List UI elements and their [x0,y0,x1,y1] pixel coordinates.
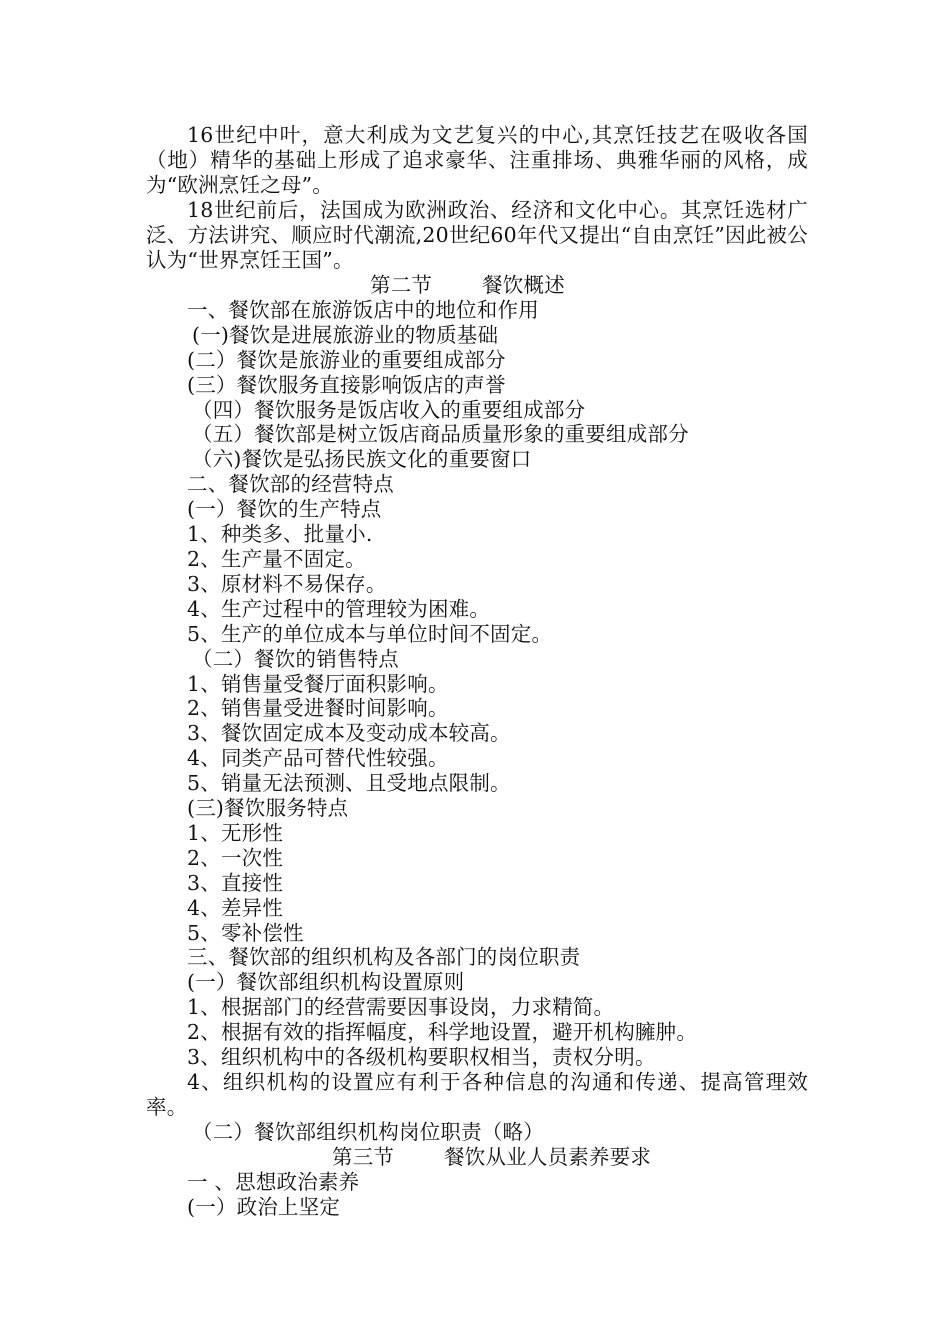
section-2-number: 第二节 [370,273,433,297]
list-item: 1、根据部门的经营需要因事设岗，力求精简。 [187,995,615,1020]
document-body [146,123,808,1220]
list-item: 3、直接性 [187,870,284,895]
paragraph-italy: 16世纪中叶，意大利成为文艺复兴的中心,其烹饪技艺在吸收各国（地）精华的基础上形成了追求豪华、注重排场、典雅华丽的风格，成为“欧洲烹饪之母”。 [146,123,808,197]
section-3-heading [146,1145,808,1170]
list-item: (一)餐饮是进展旅游业的物质基础 [192,322,499,347]
list-item: （五）餐饮部是树立饭店商品质量形象的重要组成部分 [192,422,689,447]
list-item: 1、无形性 [187,820,284,845]
subheading: (一）政治上坚定 [187,1194,341,1219]
section-2-heading [146,273,808,298]
list-item: 5、销量无法预测、且受地点限制。 [187,771,511,796]
subheading: （二）餐饮的销售特点 [192,646,399,671]
heading-1: 一、餐饮部在旅游饭店中的地位和作用 [187,297,539,322]
paragraph-france: 18世纪前后，法国成为欧洲政治、经济和文化中心。其烹饪选材广泛、方法讲究、顺应时代潮流,20世纪60年代又提出“自由烹饪”因此被公认为“世界烹饪王国”。 [146,198,808,272]
subheading: (一）餐饮的生产特点 [187,497,382,522]
list-item: 4、差异性 [187,895,284,920]
list-item: (二）餐饮是旅游业的重要组成部分 [187,347,506,372]
heading-3: 三、餐饮部的组织机构及各部门的岗位职责 [187,945,581,970]
section-3-title: 餐饮从业人员素养要求 [444,1144,652,1169]
list-item: 3、组织机构中的各级机构要职权相当，责权分明。 [187,1045,656,1070]
section-3-number: 第三节 [332,1144,395,1169]
subheading: (一）餐饮部组织机构设置原则 [187,970,465,995]
heading-1: 一 、思想政治素养 [187,1169,360,1194]
list-item: 5、生产的单位成本与单位时间不固定。 [187,621,553,646]
list-item: 5、零补偿性 [187,920,304,945]
list-item: （六)餐饮是弘扬民族文化的重要窗口 [192,447,532,472]
list-item: 3、原材料不易保存。 [187,571,387,596]
list-item: 1、销售量受餐厅面积影响。 [187,671,449,696]
list-item: 2、根据有效的指挥幅度，科学地设置，避开机构臃肿。 [187,1020,698,1045]
heading-2: 二、餐饮部的经营特点 [187,472,394,497]
subheading: （二）餐饮部组织机构岗位职责（略） [192,1120,544,1144]
list-item: 4、同类产品可替代性较强。 [187,746,449,771]
list-item: （四）餐饮服务是饭店收入的重要组成部分 [192,397,586,422]
list-item: 4、生产过程中的管理较为困难。 [187,596,491,621]
list-item: 2、生产量不固定。 [187,546,366,571]
list-item: 2、一次性 [187,845,284,870]
list-item: 2、销售量受进餐时间影响。 [187,696,449,721]
list-item: 3、餐饮固定成本及变动成本较高。 [187,721,511,746]
list-item: (三）餐饮服务直接影响饭店的声誉 [187,372,506,397]
section-2-title: 餐饮概述 [482,273,565,297]
paragraph-principle-4: 4、组织机构的设置应有利于各种信息的沟通和传递、提高管理效率。 [146,1070,808,1119]
subheading: (三)餐饮服务特点 [187,796,349,821]
list-item: 1、种类多、批量小. [187,522,373,547]
